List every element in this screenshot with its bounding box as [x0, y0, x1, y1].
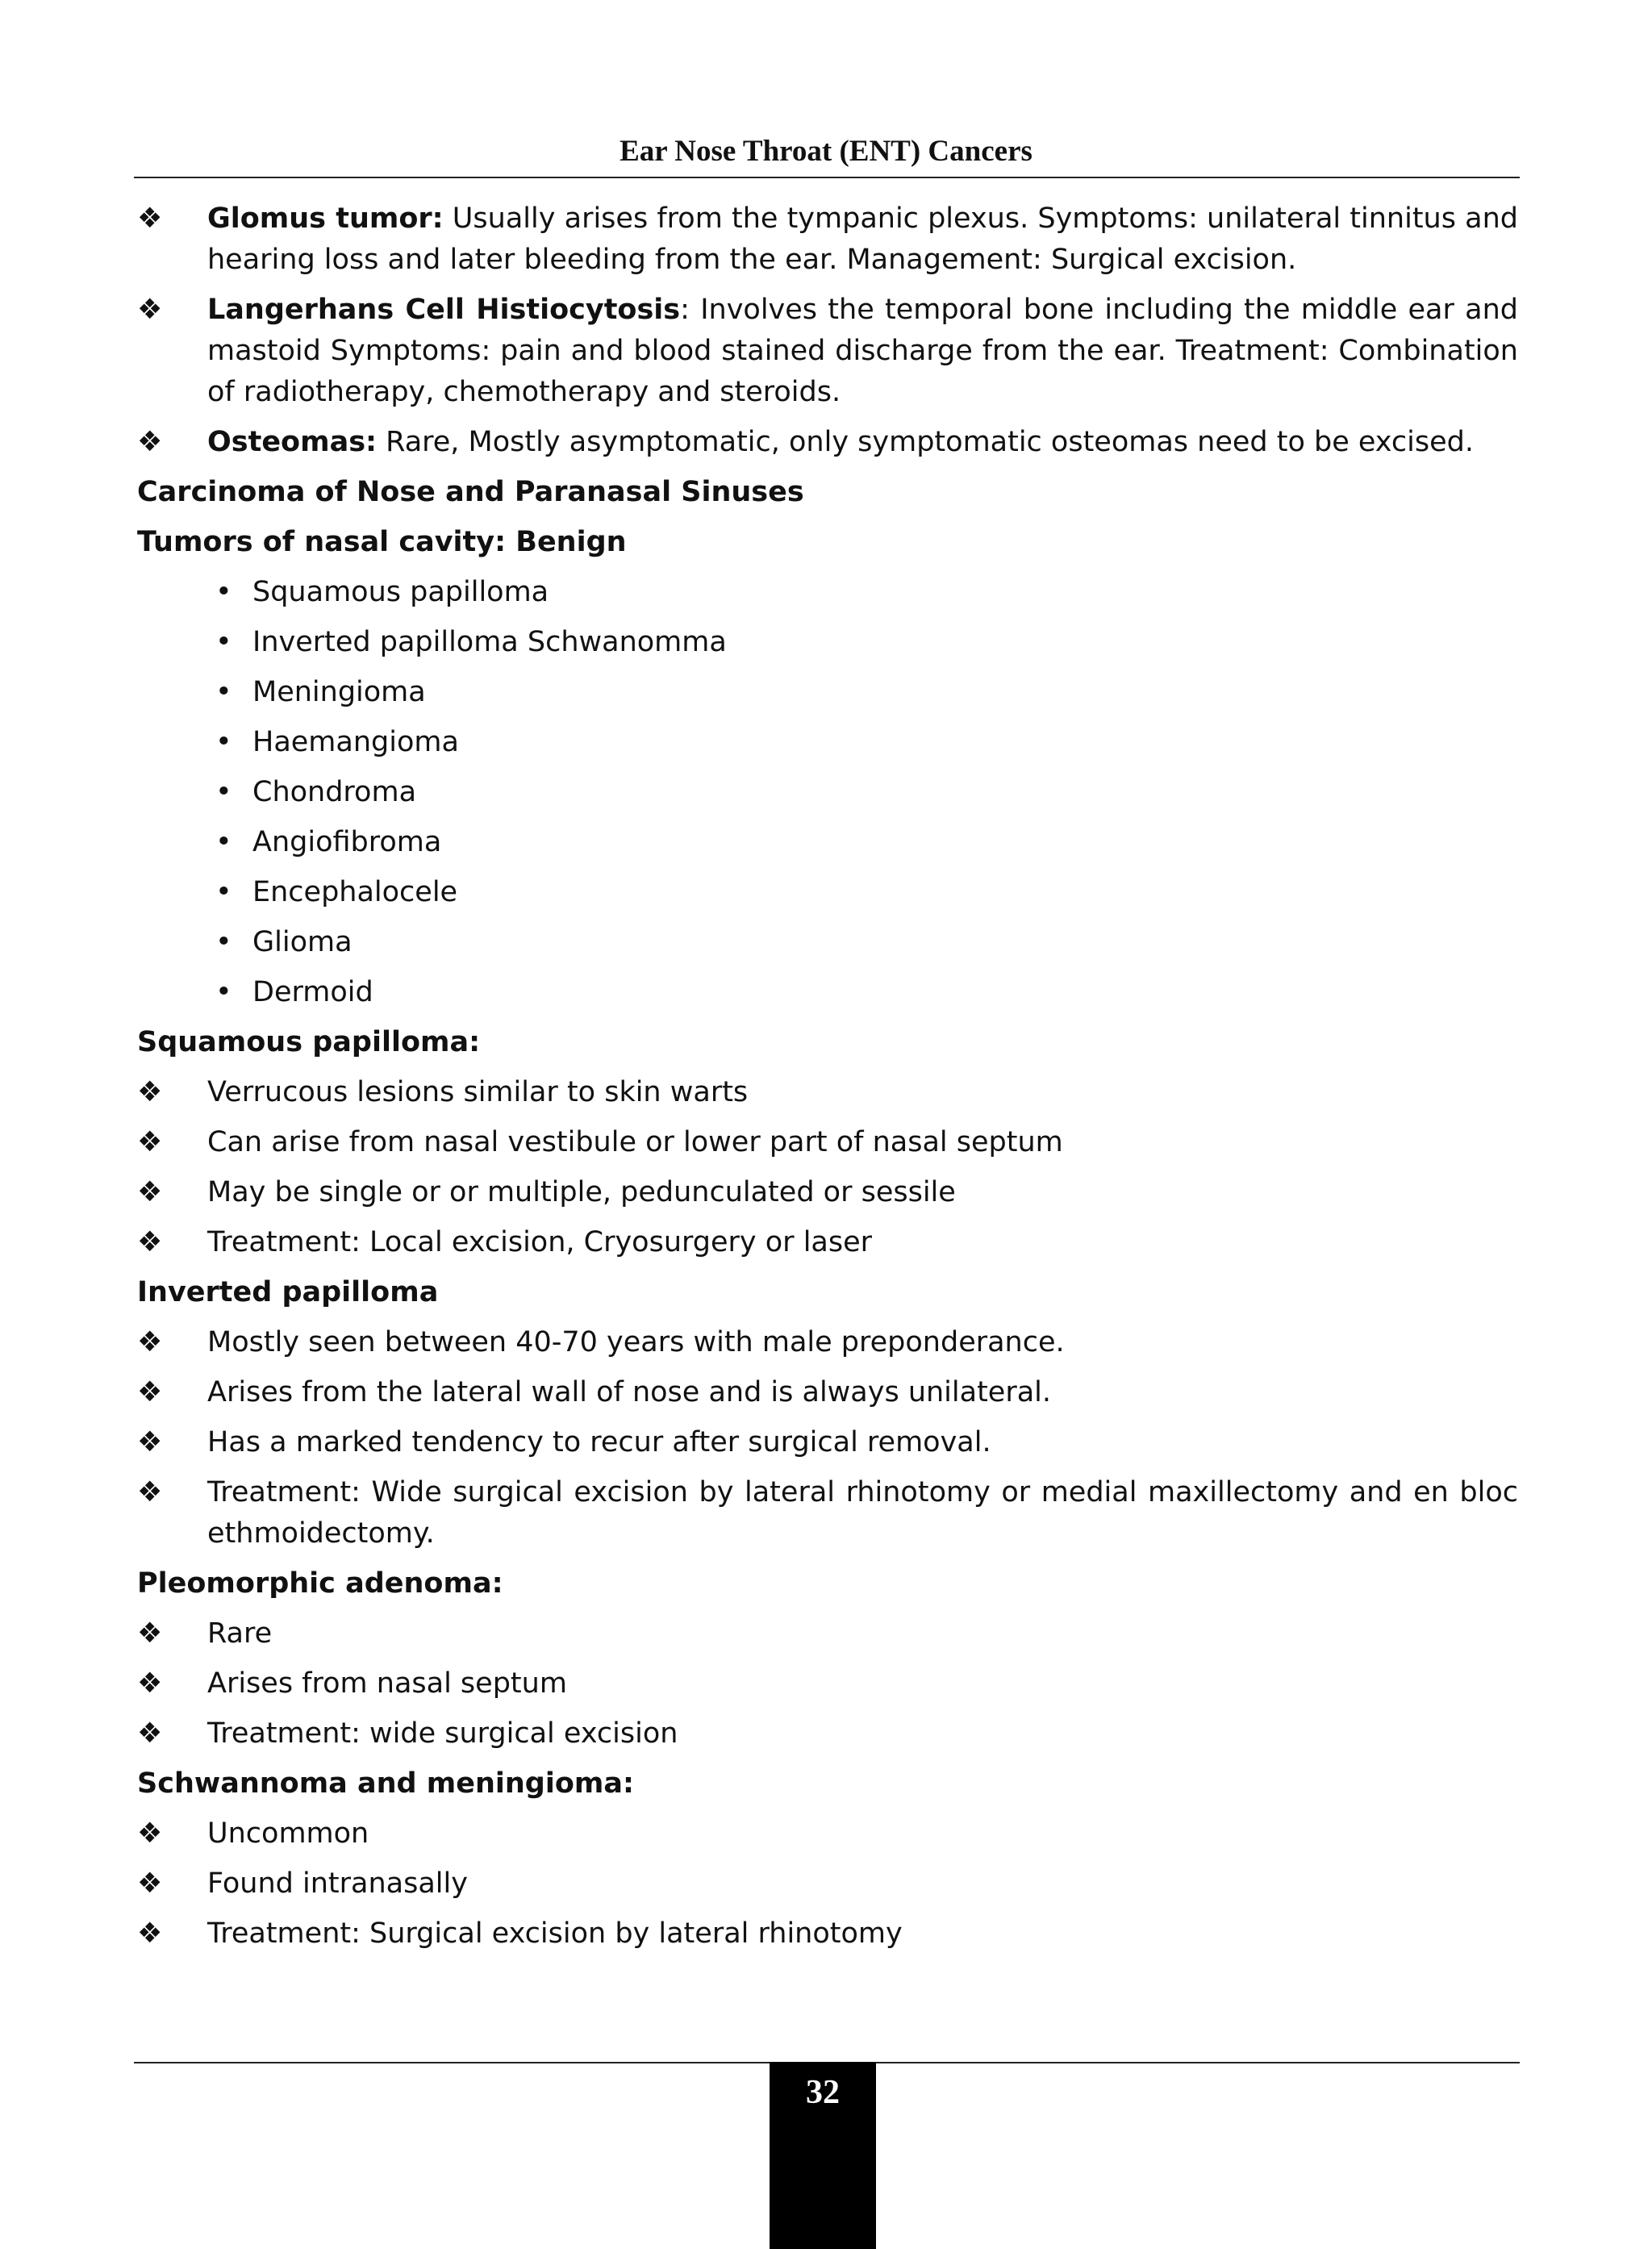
item-text: Dermoid — [252, 976, 373, 1008]
item-term: Osteomas: — [207, 426, 378, 458]
page-content — [137, 198, 1518, 1963]
header-rule — [134, 177, 1520, 178]
list-item — [137, 1122, 1518, 1163]
list-item — [215, 722, 1518, 763]
item-text: Arises from the lateral wall of nose and is always unilateral. — [207, 1376, 1052, 1408]
list-item — [137, 1913, 1518, 1955]
item-text: Mostly seen between 40-70 years with male preponderance. — [207, 1326, 1065, 1358]
diamond-bullet-icon: ❖ — [137, 1226, 163, 1258]
diamond-bullet-icon: ❖ — [137, 294, 163, 326]
item-text: Found intranasally — [207, 1867, 468, 1900]
diamond-bullet-icon: ❖ — [137, 1126, 163, 1158]
benign-heading: Tumors of nasal cavity: Benign — [137, 526, 627, 558]
list-item — [215, 772, 1518, 813]
list-item — [137, 1713, 1518, 1755]
item-term: Glomus tumor: — [207, 202, 444, 235]
list-item — [137, 1613, 1518, 1654]
list-item — [215, 622, 1518, 663]
squamous-heading: Squamous papilloma: — [137, 1026, 481, 1058]
list-item — [137, 1863, 1518, 1905]
round-bullet-icon: • — [215, 876, 232, 908]
running-header: Ear Nose Throat (ENT) Cancers — [620, 135, 1032, 168]
list-item-glomus-tumor — [137, 198, 1518, 281]
list-item — [215, 972, 1518, 1013]
schwannoma-list — [137, 1813, 1518, 1955]
item-text: Chondroma — [252, 776, 417, 808]
list-item — [137, 1172, 1518, 1213]
item-text: Encephalocele — [252, 876, 458, 908]
item-text: Usually arises from the tympanic plexus. Symptoms: unilateral tinnitus and hearing loss and later bleeding from the ear. Management: Surgical excision. — [207, 202, 1518, 276]
item-text: Can arise from nasal vestibule or lower part of nasal septum — [207, 1126, 1063, 1158]
round-bullet-icon: • — [215, 576, 232, 608]
diamond-bullet-icon: ❖ — [137, 1176, 163, 1208]
item-text: Squamous papilloma — [252, 576, 549, 608]
pleomorphic-heading: Pleomorphic adenoma: — [137, 1567, 503, 1600]
diamond-bullet-icon: ❖ — [137, 1867, 163, 1900]
item-text: Uncommon — [207, 1817, 369, 1850]
item-text: May be single or or multiple, pedunculated or sessile — [207, 1176, 956, 1208]
round-bullet-icon: • — [215, 676, 232, 708]
round-bullet-icon: • — [215, 976, 232, 1008]
list-item — [215, 922, 1518, 963]
list-item — [137, 1222, 1518, 1263]
item-text: Angiofibroma — [252, 826, 442, 858]
diamond-bullet-icon: ❖ — [137, 1376, 163, 1408]
list-item — [137, 1813, 1518, 1855]
squamous-list — [137, 1072, 1518, 1263]
list-item — [137, 1472, 1518, 1554]
item-text: Treatment: Local excision, Cryosurgery or laser — [207, 1226, 873, 1258]
diamond-bullet-icon: ❖ — [137, 202, 163, 235]
list-item — [215, 572, 1518, 613]
diamond-bullet-icon: ❖ — [137, 426, 163, 458]
round-bullet-icon: • — [215, 726, 232, 758]
diamond-bullet-icon: ❖ — [137, 1667, 163, 1700]
item-text: : Involves the temporal bone including the middle ear and mastoid Symptoms: pain and blood stained discharge from the ear. Treatment: Combination of radiotherapy, chemotherapy and steroids. — [207, 294, 1519, 408]
schwannoma-heading: Schwannoma and meningioma: — [137, 1767, 634, 1800]
inverted-list — [137, 1322, 1518, 1554]
inverted-heading: Inverted papilloma — [137, 1276, 439, 1308]
diamond-bullet-icon: ❖ — [137, 1426, 163, 1458]
page-number: 32 — [806, 2074, 840, 2111]
page-number-box — [770, 2062, 876, 2249]
diamond-bullet-icon: ❖ — [137, 1326, 163, 1358]
diamond-bullet-icon: ❖ — [137, 1476, 163, 1508]
round-bullet-icon: • — [215, 626, 232, 658]
pleomorphic-list — [137, 1613, 1518, 1755]
list-item — [215, 872, 1518, 913]
item-text: Glioma — [252, 926, 353, 958]
item-text: Rare, Mostly asymptomatic, only symptomatic osteomas need to be excised. — [377, 426, 1474, 458]
list-item — [137, 1322, 1518, 1363]
item-text: Treatment: wide surgical excision — [207, 1717, 678, 1750]
item-text: Treatment: Wide surgical excision by lateral rhinotomy or medial maxillectomy and en bloc ethmoidectomy. — [207, 1476, 1518, 1550]
list-item — [137, 1372, 1518, 1413]
item-text: Has a marked tendency to recur after surgical removal. — [207, 1426, 991, 1458]
list-item — [137, 1663, 1518, 1704]
list-item — [137, 1422, 1518, 1463]
round-bullet-icon: • — [215, 926, 232, 958]
item-text: Rare — [207, 1617, 273, 1650]
list-item — [215, 672, 1518, 713]
benign-list — [137, 572, 1518, 1013]
item-term: Langerhans Cell Histiocytosis — [207, 294, 681, 326]
diamond-bullet-icon: ❖ — [137, 1717, 163, 1750]
list-item — [215, 822, 1518, 863]
list-item-osteomas — [137, 422, 1518, 463]
round-bullet-icon: • — [215, 826, 232, 858]
round-bullet-icon: • — [215, 776, 232, 808]
diamond-bullet-icon: ❖ — [137, 1076, 163, 1108]
list-item — [137, 1072, 1518, 1113]
item-text: Verrucous lesions similar to skin warts — [207, 1076, 749, 1108]
list-item-langerhans — [137, 290, 1519, 413]
item-text: Meningioma — [252, 676, 426, 708]
diamond-bullet-icon: ❖ — [137, 1917, 163, 1950]
section-heading: Carcinoma of Nose and Paranasal Sinuses — [137, 476, 804, 508]
diamond-bullet-icon: ❖ — [137, 1817, 163, 1850]
item-text: Treatment: Surgical excision by lateral rhinotomy — [207, 1917, 903, 1950]
item-text: Arises from nasal septum — [207, 1667, 567, 1700]
diamond-bullet-icon: ❖ — [137, 1617, 163, 1650]
item-text: Inverted papilloma Schwanomma — [252, 626, 727, 658]
item-text: Haemangioma — [252, 726, 459, 758]
